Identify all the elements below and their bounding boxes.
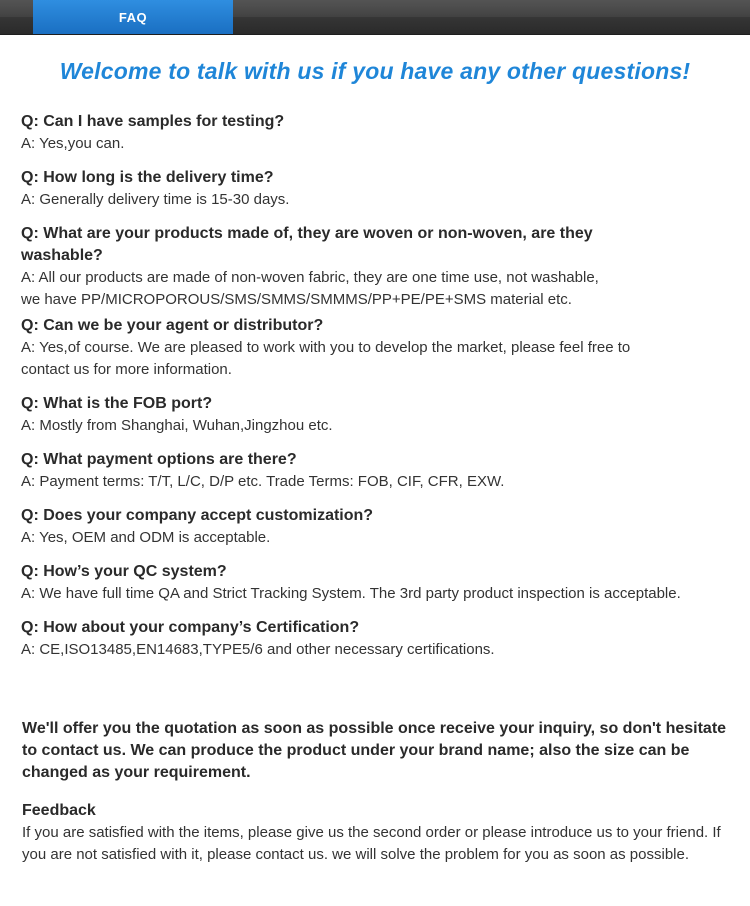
faq-answer: A: Mostly from Shanghai, Wuhan,Jingzhou etc. xyxy=(21,417,333,434)
faq-question: Q: What are your products made of, they are woven or non-woven, are they washable? xyxy=(21,225,593,264)
faq-question: Q: Can we be your agent or distributor? xyxy=(21,317,324,334)
faq-item xyxy=(21,393,681,437)
closing-statement: We'll offer you the quotation as soon as possible once receive your inquiry, so don't hesitate to contact us. We can produce the product under your brand name; also the size can be changed as your requirement. xyxy=(22,720,727,781)
faq-question: Q: What is the FOB port? xyxy=(21,395,213,412)
faq-question: Q: How long is the delivery time? xyxy=(21,169,274,186)
faq-item xyxy=(21,505,681,549)
faq-answer: A: Yes, OEM and ODM is acceptable. xyxy=(21,529,271,546)
faq-answer: A: Yes,you can. xyxy=(21,135,125,152)
faq-question: Q: How about your company’s Certification? xyxy=(21,619,360,636)
faq-list xyxy=(21,111,681,673)
faq-answer: A: CE,ISO13485,EN14683,TYPE5/6 and other necessary certifications. xyxy=(21,641,495,658)
faq-item xyxy=(21,617,681,661)
tab-faq[interactable]: FAQ xyxy=(33,0,233,34)
faq-question: Q: Can I have samples for testing? xyxy=(21,113,285,130)
faq-answer: A: Generally delivery time is 15-30 days. xyxy=(21,191,290,208)
faq-answer: A: All our products are made of non-woven fabric, they are one time use, not washable, we have PP/MICROPOROUS/SMS/SMMS/SMMMS/PP+PE/PE+SMS material etc. xyxy=(21,269,599,308)
faq-answer: A: Payment terms: T/T, L/C, D/P etc. Trade Terms: FOB, CIF, CFR, EXW. xyxy=(21,473,505,490)
faq-question: Q: What payment options are there? xyxy=(21,451,297,468)
faq-answer: A: We have full time QA and Strict Tracking System. The 3rd party product inspection is acceptable. xyxy=(21,585,681,602)
top-nav-bar xyxy=(0,0,750,35)
faq-item xyxy=(21,167,681,211)
faq-answer: A: Yes,of course. We are pleased to work with you to develop the market, please feel free to contact us for more information. xyxy=(21,339,631,378)
feedback-title: Feedback xyxy=(22,802,96,819)
faq-question: Q: Does your company accept customization? xyxy=(21,507,374,524)
faq-item xyxy=(21,561,681,605)
faq-item xyxy=(21,111,681,155)
feedback-section xyxy=(22,800,728,866)
faq-item xyxy=(21,449,681,493)
faq-question: Q: How’s your QC system? xyxy=(21,563,227,580)
faq-item xyxy=(21,315,681,381)
welcome-heading: Welcome to talk with us if you have any other questions! xyxy=(59,58,691,84)
faq-item xyxy=(21,223,681,311)
feedback-text: If you are satisfied with the items, please give us the second order or please introduce us to your friend. If you are not satisfied with it, please contact us. we will solve the problem for you as soon as possible. xyxy=(22,824,721,863)
